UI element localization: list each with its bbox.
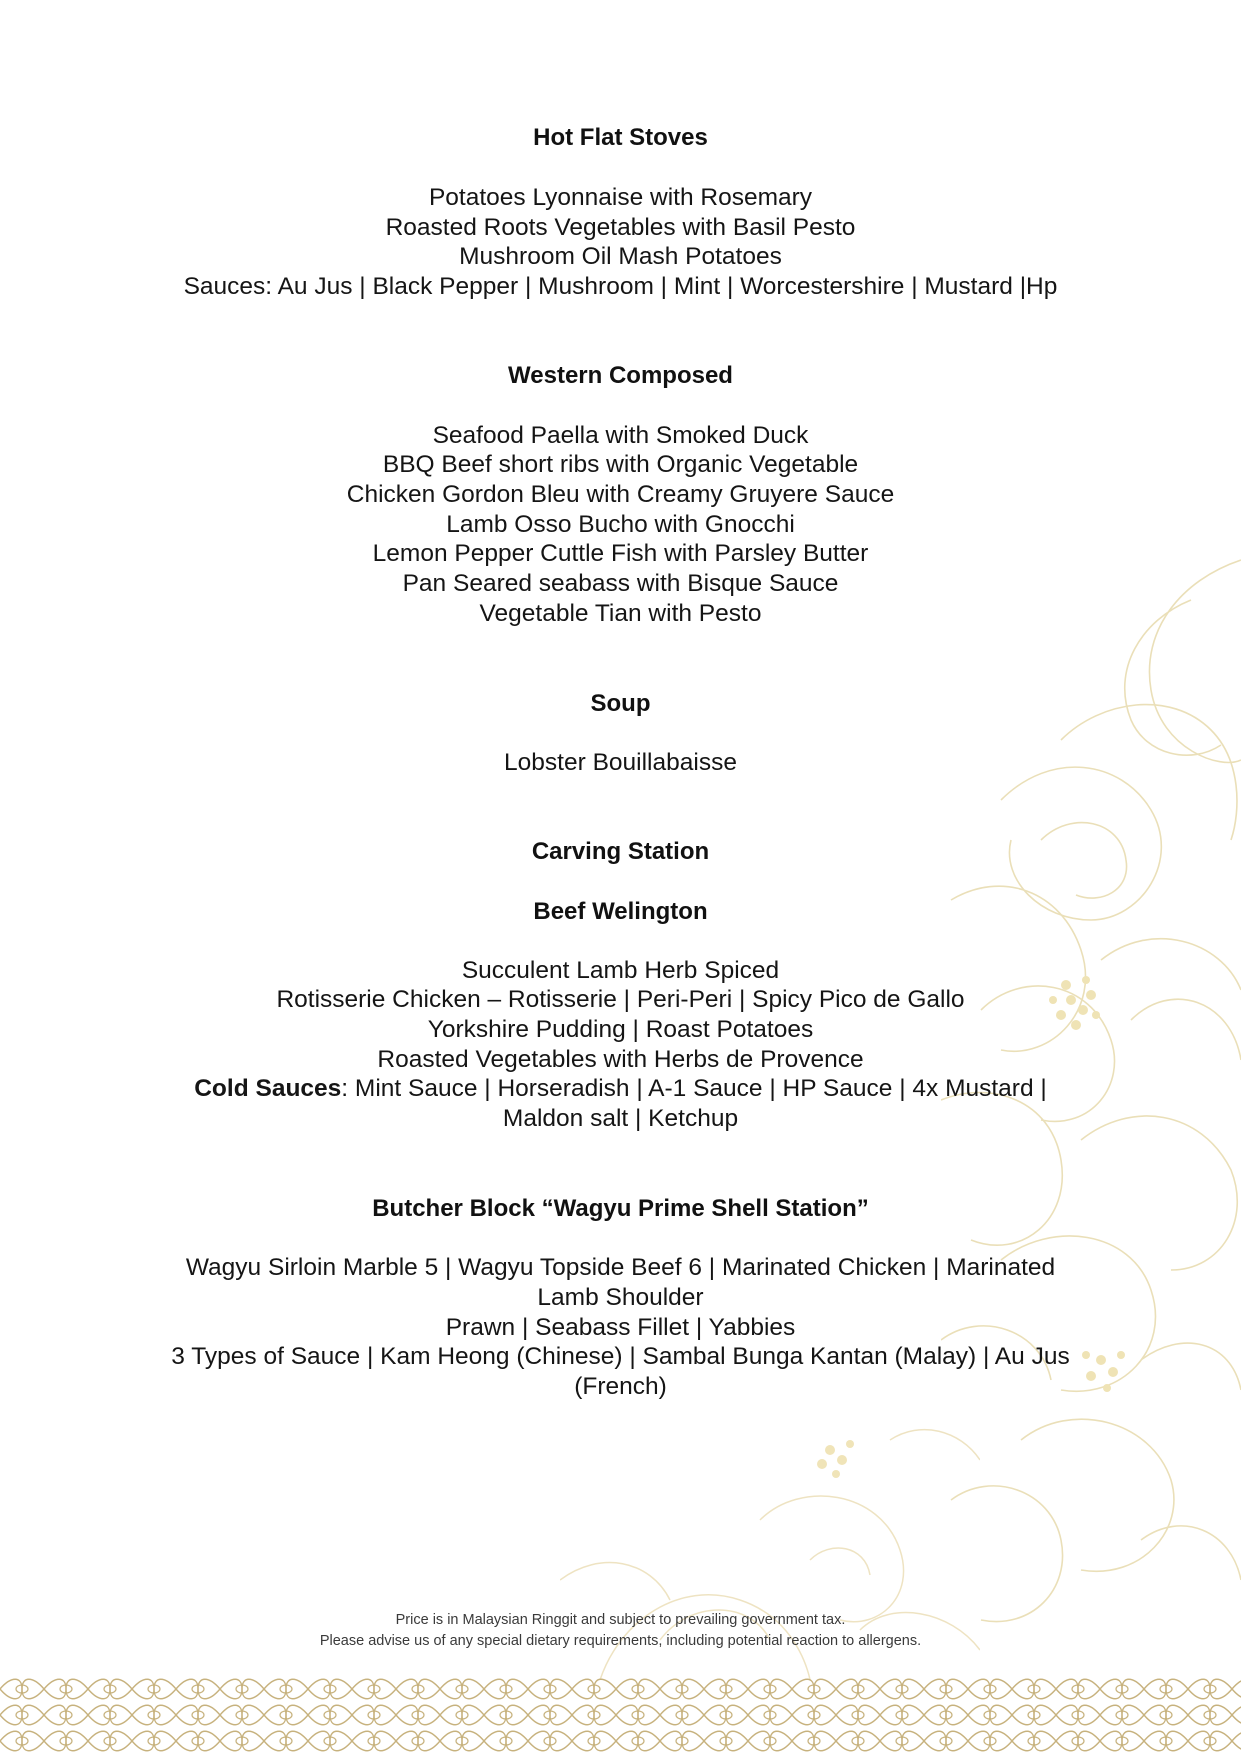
section-heading-butcher-block: Butcher Block “Wagyu Prime Shell Station” bbox=[372, 1195, 869, 1222]
cold-sauces-line-2: Maldon salt | Ketchup bbox=[502, 1105, 739, 1132]
lattice-border bbox=[0, 1676, 1241, 1755]
menu-item: Wagyu Sirloin Marble 5 | Wagyu Topside Beef 6 | Marinated Chicken | Marinated bbox=[185, 1254, 1056, 1281]
menu-item: Lamb Osso Bucho with Gnocchi bbox=[446, 511, 795, 538]
footer-dietary-note: Please advise us of any special dietary requirements, including potential reaction to allergens. bbox=[319, 1633, 922, 1649]
menu-item: Potatoes Lyonnaise with Rosemary bbox=[428, 184, 813, 211]
menu-item: Lamb Shoulder bbox=[537, 1284, 704, 1311]
menu-item: Roasted Vegetables with Herbs de Provence bbox=[377, 1046, 864, 1073]
section-heading-hot-flat-stoves: Hot Flat Stoves bbox=[533, 124, 708, 151]
menu-item: Seafood Paella with Smoked Duck bbox=[432, 422, 809, 449]
menu-item: BBQ Beef short ribs with Organic Vegetable bbox=[382, 451, 859, 478]
cold-sauces-label: Cold Sauces bbox=[194, 1075, 342, 1102]
cold-sauces-line bbox=[100, 1074, 1141, 1104]
menu-item: Vegetable Tian with Pesto bbox=[479, 600, 762, 627]
menu-item: Mushroom Oil Mash Potatoes bbox=[459, 243, 782, 270]
footer-price-note: Price is in Malaysian Ringgit and subject to prevailing government tax. bbox=[395, 1612, 846, 1628]
menu-item: Lemon Pepper Cuttle Fish with Parsley Butter bbox=[372, 540, 869, 567]
section-heading-soup: Soup bbox=[590, 690, 651, 717]
menu-item: Roasted Roots Vegetables with Basil Pesto bbox=[385, 214, 856, 241]
menu-item: Succulent Lamb Herb Spiced bbox=[461, 957, 780, 984]
menu-item: Rotisserie Chicken – Rotisserie | Peri-Peri | Spicy Pico de Gallo bbox=[276, 986, 965, 1013]
menu-item: Chicken Gordon Bleu with Creamy Gruyere Sauce bbox=[346, 481, 895, 508]
section-subheading-beef-welington: Beef Welington bbox=[533, 898, 708, 925]
cold-sauces-list: : Mint Sauce | Horseradish | A-1 Sauce | HP Sauce | 4x Mustard | bbox=[341, 1075, 1047, 1102]
sauces-line: Sauces: Au Jus | Black Pepper | Mushroom | Mint | Worcestershire | Mustard |Hp bbox=[183, 273, 1058, 300]
menu-item: Lobster Bouillabaisse bbox=[504, 749, 737, 776]
menu-item: (French) bbox=[574, 1373, 667, 1400]
section-heading-carving-station: Carving Station bbox=[531, 838, 710, 865]
menu-item: 3 Types of Sauce | Kam Heong (Chinese) | Sambal Bunga Kantan (Malay) | Au Jus bbox=[171, 1343, 1070, 1370]
menu-item: Pan Seared seabass with Bisque Sauce bbox=[402, 570, 839, 597]
menu-item: Yorkshire Pudding | Roast Potatoes bbox=[427, 1016, 814, 1043]
menu-item: Prawn | Seabass Fillet | Yabbies bbox=[445, 1314, 796, 1341]
section-heading-western-composed: Western Composed bbox=[508, 362, 733, 389]
